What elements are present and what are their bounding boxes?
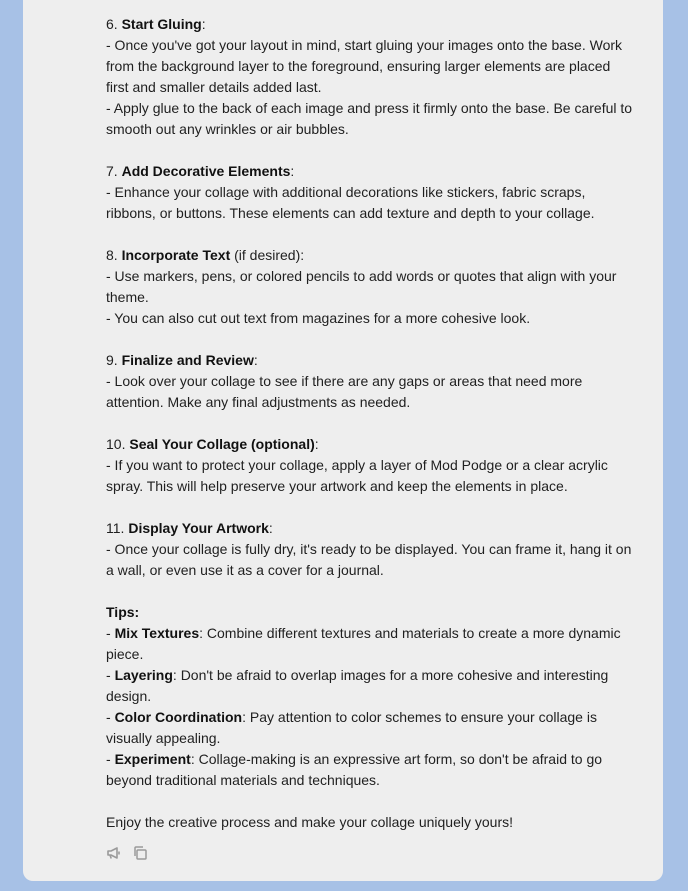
step-line: - If you want to protect your collage, apply a layer of Mod Podge or a clear acrylic spray. This will help preserve your artwork and keep the elements in place. <box>106 457 608 494</box>
step-number: 10. <box>106 436 126 452</box>
step-title: Display Your Artwork <box>128 520 269 536</box>
tips-heading: Tips: <box>106 604 140 620</box>
step-number: 8. <box>106 247 118 263</box>
step-number: 6. <box>106 16 118 32</box>
step-line: - Once you've got your layout in mind, start gluing your images onto the base. Work from the background layer to the foreground, ensuring larger elements are placed first and smaller details added last. <box>106 37 623 95</box>
message-content <box>106 14 634 854</box>
tip-item: - Experiment: Collage-making is an expressive art form, so don't be afraid to go beyond traditional materials and techniques. <box>106 751 603 788</box>
copy-icon[interactable] <box>132 845 148 861</box>
tips-section <box>106 602 634 791</box>
step-10: 10. Seal Your Collage (optional): - If you want to protect your collage, apply a layer of Mod Podge or a clear acrylic spray. This will help preserve your artwork and keep the elements in place. <box>106 434 634 497</box>
step-6: 6. Start Gluing: - Once you've got your layout in mind, start gluing your images onto the base. Work from the background layer to the foreground, ensuring larger elements are placed first and smaller details added last. - Apply glue to the back of each image and press it firmly onto the base. Be careful to smooth out any wrinkles or air bubbles. <box>106 14 634 140</box>
tip-item: - Mix Textures: Combine different textures and materials to create a more dynamic piece. <box>106 625 621 662</box>
step-title: Finalize and Review <box>121 352 254 368</box>
step-line: - Once your collage is fully dry, it's ready to be displayed. You can frame it, hang it on a wall, or even use it as a cover for a journal. <box>106 541 632 578</box>
megaphone-icon[interactable] <box>106 845 122 861</box>
step-8: 8. Incorporate Text (if desired): - Use markers, pens, or colored pencils to add words or quotes that align with your theme. - You can also cut out text from magazines for a more cohesive look. <box>106 245 634 329</box>
message-actions <box>106 845 148 861</box>
step-line: - You can also cut out text from magazines for a more cohesive look. <box>106 310 531 326</box>
step-title: Seal Your Collage (optional) <box>129 436 315 452</box>
step-11: 11. Display Your Artwork: - Once your collage is fully dry, it's ready to be displayed. You can frame it, hang it on a wall, or even use it as a cover for a journal. <box>106 518 634 581</box>
step-line: - Enhance your collage with additional decorations like stickers, fabric scraps, ribbons, or buttons. These elements can add texture and depth to your collage. <box>106 184 595 221</box>
tip-item: - Layering: Don't be afraid to overlap images for a more cohesive and interesting design. <box>106 667 609 704</box>
step-9: 9. Finalize and Review: - Look over your collage to see if there are any gaps or areas that need more attention. Make any final adjustments as needed. <box>106 350 634 413</box>
step-line: - Use markers, pens, or colored pencils to add words or quotes that align with your theme. <box>106 268 617 305</box>
step-title: Incorporate Text <box>121 247 231 263</box>
step-number: 9. <box>106 352 118 368</box>
step-number: 11. <box>106 520 125 536</box>
step-title: Start Gluing <box>121 16 202 32</box>
tip-item: - Color Coordination: Pay attention to color schemes to ensure your collage is visually appealing. <box>106 709 597 746</box>
step-number: 7. <box>106 163 118 179</box>
closing-line: Enjoy the creative process and make your collage uniquely yours! <box>106 814 513 830</box>
step-line: - Apply glue to the back of each image and press it firmly onto the base. Be careful to smooth out any wrinkles or air bubbles. <box>106 100 633 137</box>
step-7: 7. Add Decorative Elements: - Enhance your collage with additional decorations like stickers, fabric scraps, ribbons, or buttons. These elements can add texture and depth to your collage. <box>106 161 634 224</box>
step-line: - Look over your collage to see if there are any gaps or areas that need more attention. Make any final adjustments as needed. <box>106 373 583 410</box>
step-title: Add Decorative Elements <box>121 163 291 179</box>
